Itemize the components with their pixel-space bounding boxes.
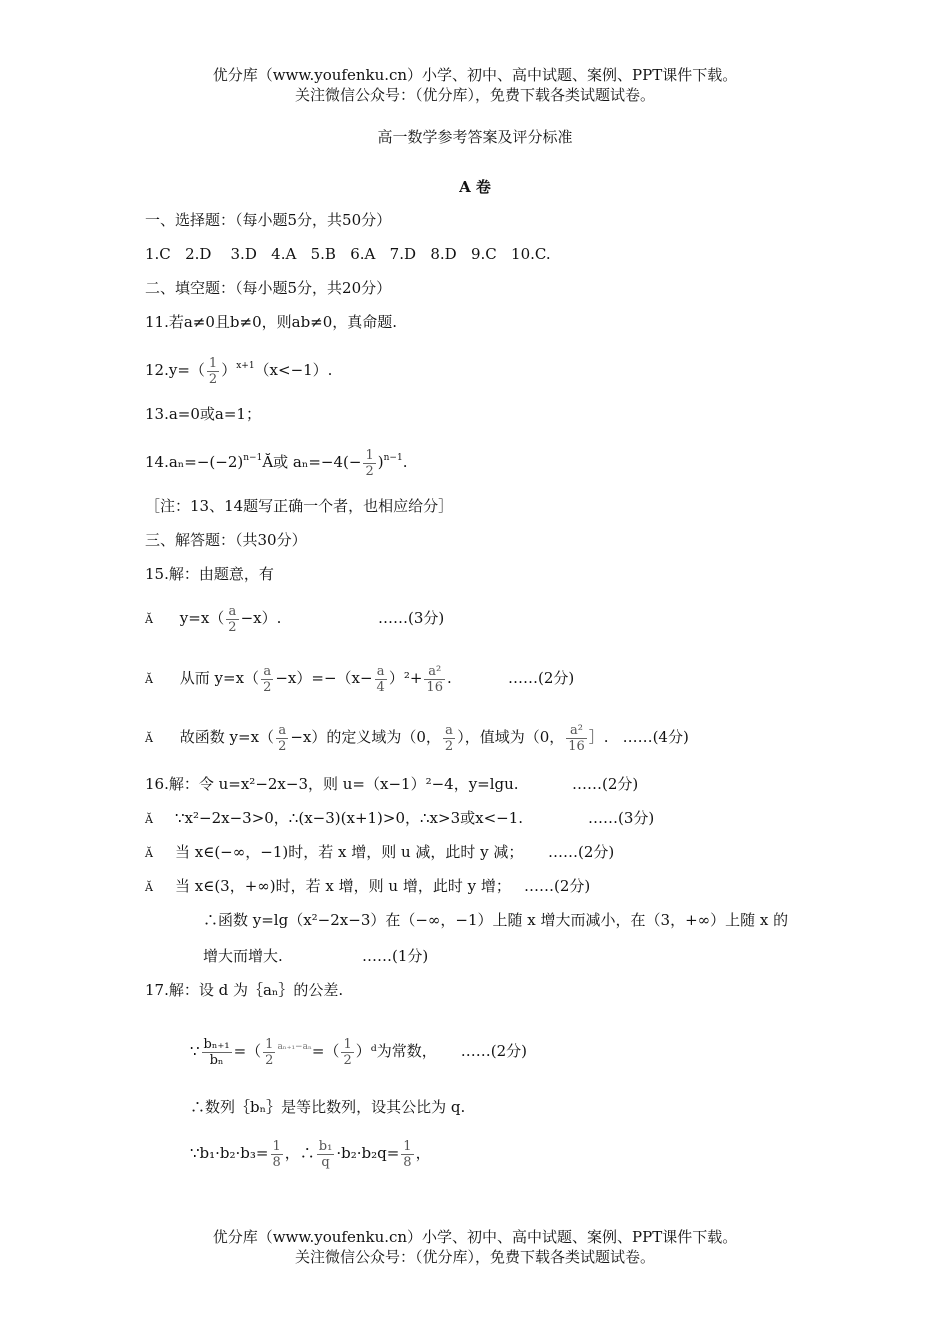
q17-l1-d2: 2 — [265, 1052, 274, 1068]
q17-l1-exp: aₙ₊₁−aₙ — [277, 1042, 312, 1052]
q15-l3-d1: 2 — [278, 738, 287, 754]
q16-l1-text: ∵x²−2x−3>0，∴(x−3)(x+1)>0，∴x>3或x<−1. — [175, 809, 524, 827]
q17-line-2: ∴数列｛bₙ｝是等比数列，设其公比为 q. — [190, 1098, 466, 1116]
q17-l1-frac2 — [263, 1037, 275, 1068]
q15-l2-n1: a — [261, 664, 273, 680]
q15-l3-frac2 — [443, 723, 455, 754]
q16-line-2 — [145, 843, 523, 863]
q17-l3-frac1 — [271, 1139, 283, 1170]
a14-mid: Ă或 aₙ=−4(− — [262, 453, 362, 471]
q15-l3-n1: a — [276, 723, 288, 739]
q15-l2-d2: 4 — [376, 679, 385, 695]
q15-l2-a: 从而 y=x（ — [179, 669, 260, 687]
bullet-glyph: Ă — [145, 732, 153, 745]
q16-l2-score: ……(2分) — [548, 843, 615, 861]
section2-heading: 二、填空题：（每小题5分，共20分） — [145, 279, 392, 297]
q15-l2-d3: 16 — [426, 679, 443, 695]
a12-prefix: 12.y=（ — [145, 361, 205, 379]
choice-answers: 1.C 2.D 3.D 4.A 5.B 6.A 7.D 8.D 9.C 10.C. — [145, 245, 551, 263]
q15-l1-num: a — [226, 604, 238, 620]
q17-l3-frac2 — [317, 1139, 335, 1170]
footer-line-1: 优分库（www.youfenku.cn）小学、初中、高中试题、案例、PPT课件下载。 — [212, 1228, 738, 1246]
q17-l1-because: ∵ — [190, 1042, 200, 1060]
a14-den: 2 — [365, 463, 374, 479]
volume-label: A 卷 — [459, 178, 491, 196]
grading-note: ［注：13、14题写正确一个者，也相应给分］ — [145, 497, 454, 515]
q15-l2-frac1 — [261, 664, 273, 695]
q17-l3-n2: b₁ — [318, 1138, 333, 1154]
header-line-2: 关注微信公众号：（优分库），免费下载各类试题试卷。 — [294, 86, 655, 104]
q15-line-3 — [145, 717, 689, 759]
page-title: 高一数学参考答案及评分标准 — [377, 128, 573, 146]
a12-den: 2 — [208, 371, 218, 387]
q17-l3-n3: 1 — [403, 1138, 412, 1154]
q17-intro: 17.解：设 d 为｛aₙ｝的公差. — [145, 981, 344, 999]
q16-conclusion-2: 增大而增大. — [203, 947, 283, 965]
section1-heading: 一、选择题：（每小题5分，共50分） — [145, 211, 392, 229]
q15-l3-a: 故函数 y=x（ — [179, 728, 275, 746]
q17-l1-frac3 — [341, 1037, 353, 1068]
q15-l2-n3: a² — [424, 664, 445, 680]
a14-exp2: n−1 — [383, 453, 403, 463]
q15-line-1 — [145, 598, 281, 640]
bullet-glyph: Ă — [145, 813, 153, 826]
header-line-1: 优分库（www.youfenku.cn）小学、初中、高中试题、案例、PPT课件下载。 — [212, 66, 738, 84]
q15-l2-d: . — [446, 669, 452, 687]
q17-l3-d3: 8 — [403, 1154, 412, 1170]
q16-l2-text: 当 x∈(−∞，−1)时，若 x 增，则 u 减，此时 y 减； — [175, 843, 524, 861]
section3-heading: 三、解答题：（共30分） — [145, 531, 307, 549]
q16-l3-score: ……(2分) — [524, 877, 591, 895]
q16-conclusion-score: ……(1分) — [362, 947, 429, 965]
a12-fraction — [207, 356, 219, 387]
q17-l3-d: ， — [415, 1144, 431, 1162]
q16-intro-score: ……(2分) — [572, 775, 639, 793]
q15-l3-d3: 16 — [568, 738, 585, 754]
q16-l3-text: 当 x∈(3，+∞)时，若 x 增，则 u 增，此时 y 增； — [175, 877, 511, 895]
q17-l1-n2: 1 — [265, 1036, 274, 1052]
q17-l1-score: ……(2分) — [460, 1042, 527, 1060]
q15-l3-n3: a² — [566, 723, 587, 739]
q15-l2-c: ）²+ — [388, 669, 423, 687]
q17-line-3 — [190, 1132, 431, 1174]
q15-l3-d2: 2 — [444, 738, 454, 754]
q15-l3-d: ］. — [588, 728, 609, 746]
q16-conclusion-1: ∴函数 y=lg（x²−2x−3）在（−∞，−1）上随 x 增大而减小，在（3，+∞）上随 x 的 — [203, 911, 789, 929]
q15-l3-b: −x）的定义域为（0， — [290, 728, 441, 746]
q15-l2-d1: 2 — [263, 679, 272, 695]
a14-part1: 14.aₙ=−(−2) — [145, 453, 244, 471]
a12-num: 1 — [208, 355, 218, 371]
q17-l1-d1: bₙ — [209, 1052, 224, 1068]
q15-l1-b: −x）. — [240, 609, 282, 627]
q15-l3-c: ），值域为（0， — [457, 728, 565, 746]
bullet-glyph: Ă — [145, 881, 153, 894]
a14-close: ) — [377, 453, 384, 471]
q16-intro: 16.解：令 u=x²−2x−3，则 u=（x−1）²−4，y=lgu. — [145, 775, 519, 793]
bullet-glyph: Ă — [145, 847, 153, 860]
q17-line-1 — [190, 1026, 527, 1072]
q15-l3-frac1 — [276, 723, 288, 754]
q17-l3-a: ∵b₁·b₂·b₃= — [190, 1144, 269, 1162]
q15-l2-score: ……(2分) — [508, 669, 575, 687]
q17-l3-c: ·b₂·b₂q= — [336, 1144, 400, 1162]
answer-11: 11.若a≠0且b≠0，则ab≠0，真命题. — [145, 313, 398, 331]
bullet-glyph: Ă — [145, 673, 153, 686]
q16-line-3 — [145, 877, 511, 897]
q16-l1-score: ……(3分) — [588, 809, 655, 827]
q17-l1-eq: =（ — [233, 1042, 262, 1060]
a14-end: . — [402, 453, 408, 471]
q17-l3-n1: 1 — [272, 1138, 281, 1154]
q17-l3-frac3 — [401, 1139, 413, 1170]
q17-l1-frac1 — [202, 1037, 232, 1068]
q15-l2-frac2 — [375, 664, 387, 695]
q17-l1-n3: 1 — [343, 1036, 352, 1052]
q15-l2-n2: a — [375, 664, 387, 680]
answer-12 — [145, 346, 332, 390]
a12-suffix: （x<−1）. — [254, 361, 333, 379]
q15-l1-score: ……(3分) — [378, 609, 445, 627]
a12-close: ） — [221, 361, 237, 379]
q17-l1-end: ）ᵈ为常数， — [355, 1042, 437, 1060]
q17-l3-b: ，∴ — [284, 1144, 315, 1162]
q16-line-1 — [145, 809, 523, 829]
q17-l1-d3: 2 — [343, 1052, 352, 1068]
q17-l3-d2: q — [321, 1154, 330, 1170]
q17-l1-eq2: =（ — [311, 1042, 340, 1060]
bullet-glyph: Ă — [145, 613, 153, 626]
q15-l1-frac — [226, 604, 238, 635]
q15-l1-a: y=x（ — [179, 609, 225, 627]
q17-l3-d1: 8 — [272, 1154, 281, 1170]
q15-intro: 15.解：由题意，有 — [145, 565, 274, 583]
q17-l1-n1: bₙ₊₁ — [203, 1036, 230, 1052]
answer-13: 13.a=0或a=1； — [145, 405, 261, 423]
q15-l1-den: 2 — [228, 619, 237, 635]
a14-fraction — [363, 448, 375, 479]
q15-l2-b: −x）=−（x− — [275, 669, 373, 687]
q15-l3-score: ……(4分) — [622, 728, 689, 746]
a14-exp1: n−1 — [243, 453, 263, 463]
q15-l3-n2: a — [443, 723, 455, 739]
footer-line-2: 关注微信公众号：（优分库），免费下载各类试题试卷。 — [294, 1248, 655, 1266]
q15-l3-frac3 — [566, 723, 587, 754]
a12-exp: x+1 — [236, 361, 255, 371]
q15-l2-frac3 — [424, 664, 445, 695]
answer-14 — [145, 438, 407, 482]
a14-num: 1 — [365, 447, 374, 463]
q15-line-2 — [145, 658, 452, 700]
